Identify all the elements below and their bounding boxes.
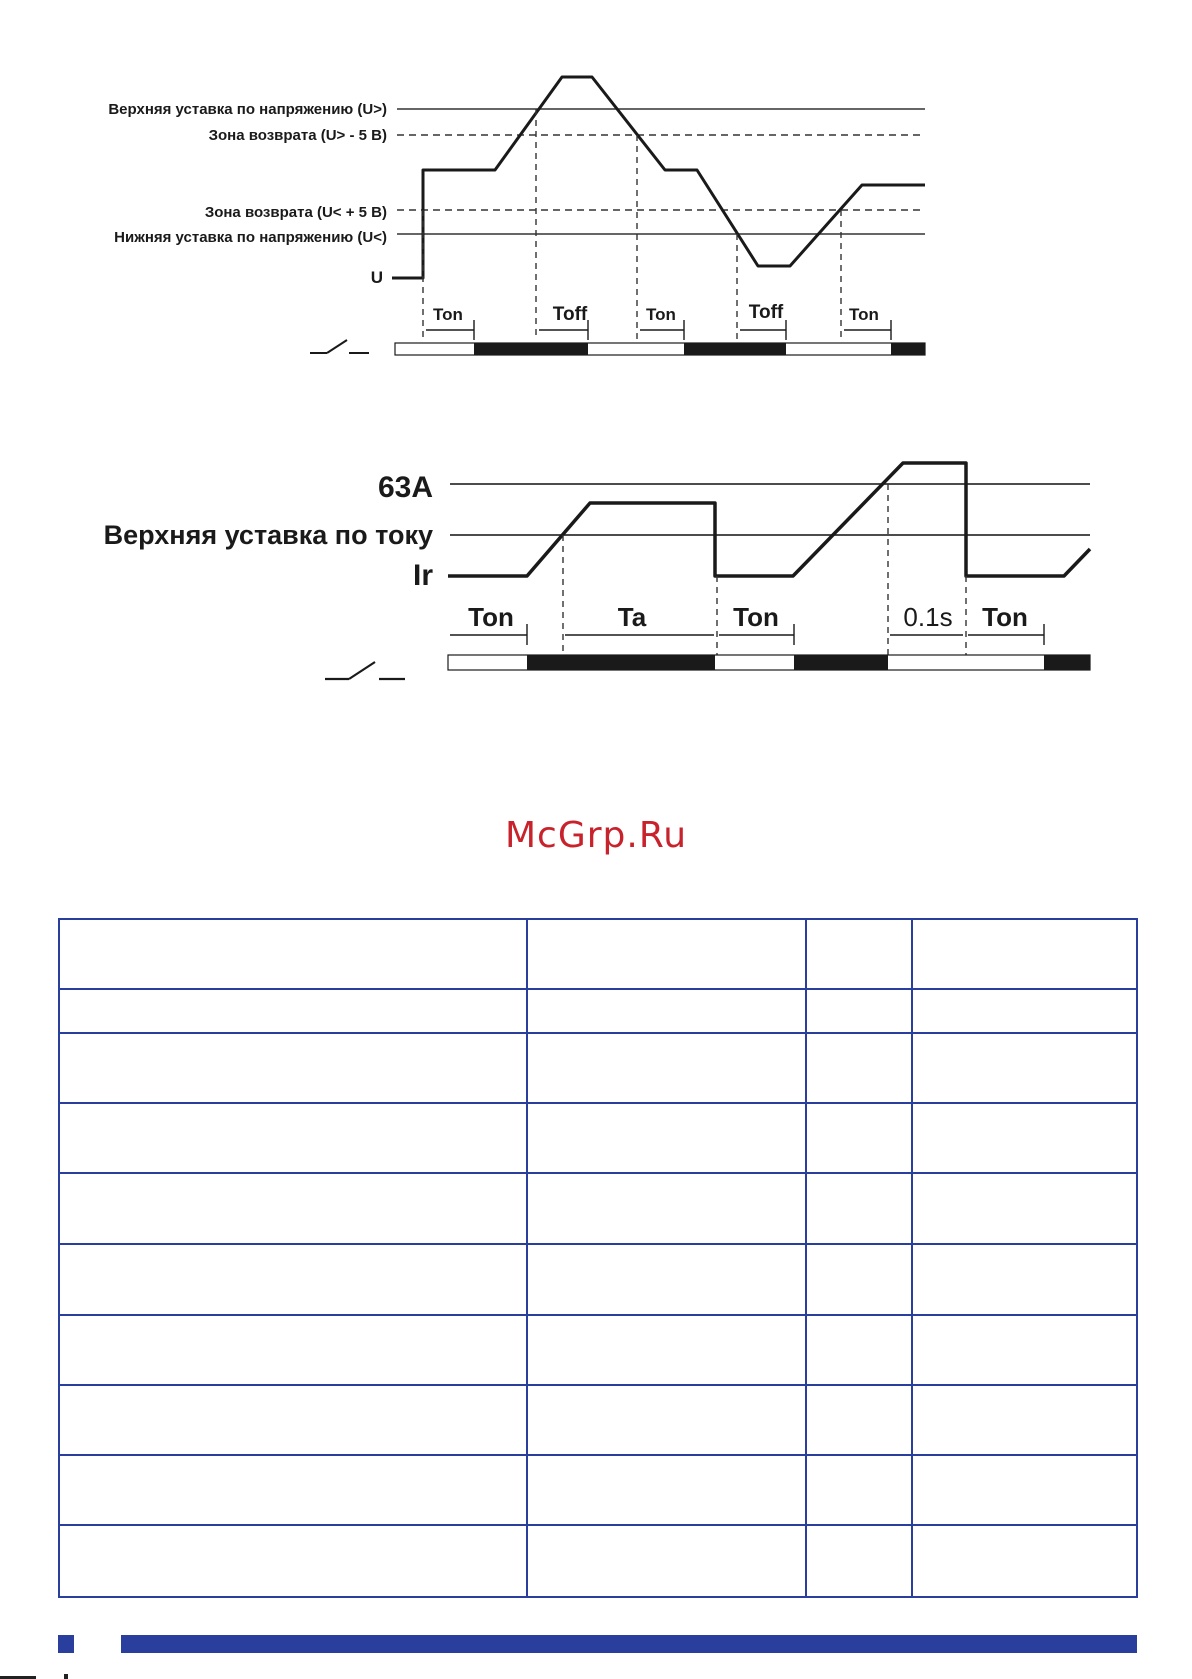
return-zone-upper-label: Зона возврата (U> - 5 В) xyxy=(208,127,387,144)
current-interval-label: Ton xyxy=(468,602,514,632)
u-label: U xyxy=(370,268,383,287)
lower-setpoint-label: Нижняя уставка по напряжению (U<) xyxy=(114,229,387,246)
contact-closed-segment xyxy=(474,343,588,355)
voltage-waveform xyxy=(392,77,925,278)
switch-icon xyxy=(310,340,369,353)
watermark: McGrp.Ru xyxy=(504,815,688,856)
footer-marker xyxy=(58,1635,74,1653)
footer-bar xyxy=(121,1635,1137,1653)
table-row xyxy=(59,1525,1137,1597)
max-current-label: 63А xyxy=(377,471,433,504)
table-row xyxy=(59,919,1137,989)
voltage-interval-label: Toff xyxy=(748,302,784,323)
table-row xyxy=(59,1173,1137,1244)
switch-icon xyxy=(325,662,405,679)
current-setpoint-label: Верхняя уставка по току xyxy=(103,520,433,550)
contact-closed-segment xyxy=(1044,655,1090,670)
table-row xyxy=(59,1244,1137,1314)
current-interval-label: Ton xyxy=(982,602,1028,632)
voltage-diagram xyxy=(108,77,925,355)
current-diagram xyxy=(104,463,1090,679)
current-interval-label: 0.1s xyxy=(903,602,953,632)
table-row xyxy=(59,1103,1137,1173)
voltage-interval-label: Ton xyxy=(849,305,879,324)
upper-setpoint-label: Верхняя уставка по напряжению (U>) xyxy=(108,101,387,118)
footer-tick xyxy=(64,1674,68,1679)
current-interval-label: Ta xyxy=(617,602,647,632)
table-row xyxy=(59,1455,1137,1525)
contact-closed-segment xyxy=(527,655,715,670)
current-interval-label: Ton xyxy=(733,602,779,632)
voltage-interval-label: Ton xyxy=(646,305,676,324)
table-row xyxy=(59,1033,1137,1103)
current-waveform xyxy=(448,463,1090,576)
table-row xyxy=(59,1315,1137,1385)
contact-closed-segment xyxy=(891,343,925,355)
relay-timing-diagrams xyxy=(0,0,1192,720)
parameters-table xyxy=(58,918,1138,1598)
contact-closed-segment xyxy=(684,343,786,355)
voltage-interval-label: Ton xyxy=(433,305,463,324)
ir-label: Ir xyxy=(412,559,433,592)
voltage-interval-label: Toff xyxy=(552,304,588,325)
contact-closed-segment xyxy=(794,655,888,670)
table-row xyxy=(59,1385,1137,1455)
return-zone-lower-label: Зона возврата (U< + 5 В) xyxy=(204,204,387,221)
table-row xyxy=(59,989,1137,1033)
